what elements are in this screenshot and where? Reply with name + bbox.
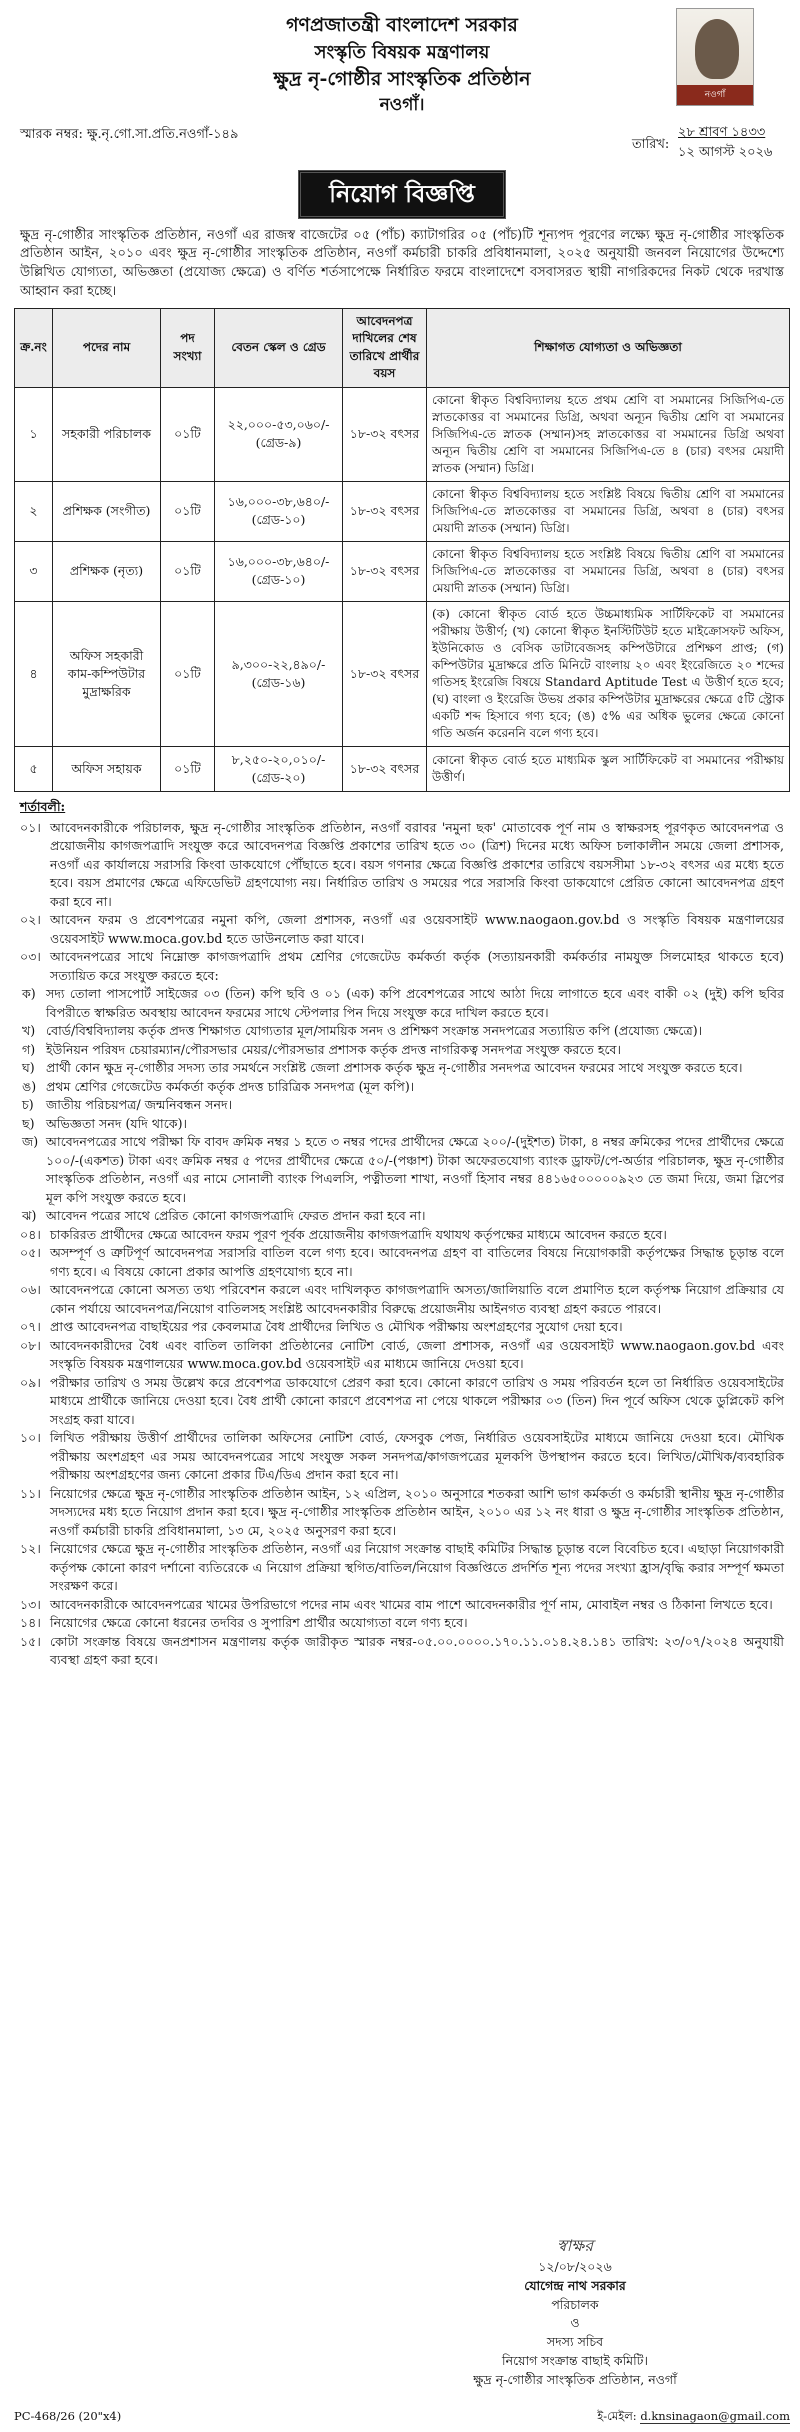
term-number: ১৩।: [20, 1596, 41, 1612]
term-text: আবেদনপত্রের সাথে নিম্নোক্ত কাগজপত্রাদি প্রথম শ্রেণির গেজেটেড কর্মকর্তা কর্তৃক (সত্যায়নকারী কর্মকর্তার নামযুক্ত সিলমোহর থাকতে হবে) সত্যায়িত করে সংযুক্ত করতে হবে:: [50, 949, 784, 983]
term-number: ঘ): [22, 1060, 35, 1076]
grade: (গ্রেড-১৬): [251, 675, 306, 691]
grade: (গ্রেড-১০): [251, 572, 306, 588]
cell-scale: [215, 541, 343, 601]
salary-scale: ১৬,০০০-৩৮,৬৪০/-: [227, 554, 330, 570]
term-subitem: [20, 1041, 784, 1060]
term-text: নিয়োগের ক্ষেত্রে ক্ষুদ্র নৃ-গোষ্ঠীর সাংস্কৃতিক প্রতিষ্ঠান, নওগাঁ এর নিয়োগ সংক্রান্ত বাছাই কমিটির সিদ্ধান্ত চূড়ান্ত বলে বিবেচিত হবে। এছাড়া নিয়োগকারী কর্তৃপক্ষ কোনো কারণ দর্শানো ব্যতিরেকে এ নিয়োগ প্রক্রিয়া স্থগিত/বাতিল/নিয়োগ বিজ্ঞপ্তিতে প্রদর্শিত শূন্য পদের সংখ্যা হ্রাস/বৃদ্ধি করার সম্পূর্ণ ক্ষমতা সংরক্ষণ করে।: [50, 1541, 784, 1594]
term-subitem: [20, 1022, 784, 1041]
page-title: নিয়োগ বিজ্ঞপ্তি: [298, 170, 506, 219]
term-text: নিয়োগের ক্ষেত্রে ক্ষুদ্র নৃ-গোষ্ঠীর সাংস্কৃতিক প্রতিষ্ঠান আইন, ১২ এপ্রিল, ২০১০ অনুসারে শতকরা আশি ভাগ কর্মকর্তা ও কর্মচারী স্থানীয় ক্ষুদ্র নৃ-গোষ্ঠীর সদস্যদের মধ্য হতে নিয়োগ প্রদান করা হবে। ক্ষুদ্র নৃ-গোষ্ঠীর সাংস্কৃতিক প্রতিষ্ঠান আইন, ২০১০ এর ১২ নং ধারা ও ক্ষুদ্র নৃ-গোষ্ঠীর সাংস্কৃতিক প্রতিষ্ঠান, নওগাঁ কর্মচারী চাকরি প্রবিধানমালা, ১৩ মে, ২০২৫ অনুসরণ করা হবে।: [50, 1485, 784, 1538]
table-header-row: [15, 309, 790, 388]
term-subitem: [20, 1078, 784, 1097]
district-name: নওগাঁ।: [379, 95, 425, 116]
cell-scale: [215, 387, 343, 481]
term-number: ০৫।: [20, 1245, 41, 1261]
cell-qualification: কোনো স্বীকৃত বিশ্ববিদ্যালয় হতে সংশ্লিষ্ট বিষয়ে দ্বিতীয় শ্রেণি বা সমমানের সিজিপিএ-তে স্নাতকোত্তর বা সমমানের ডিগ্রি, অথবা ৪ (চার) বৎসর মেয়াদী স্নাতক (সম্মান) ডিগ্রি।: [427, 541, 790, 601]
memo-number: স্মারক নম্বর: ক্ষু.নৃ.গো.সা.প্রতি.নওগাঁ-১৪৯: [20, 126, 239, 142]
grade: (গ্রেড-১০): [251, 512, 306, 528]
email-line: [597, 2408, 790, 2425]
footer: [14, 2408, 790, 2425]
term-item: [20, 1337, 784, 1374]
term-number: ০৬।: [20, 1282, 41, 1298]
cell-post: প্রশিক্ষক (নৃত্য): [53, 541, 161, 601]
term-item: [20, 1429, 784, 1485]
term-text: জাতীয় পরিচয়পত্র/ জন্মনিবন্ধন সনদ।: [46, 1097, 233, 1113]
cell-age: ১৮-৩২ বৎসর: [343, 747, 427, 792]
email-label: ই-মেইল:: [597, 2409, 637, 2423]
signatory-member: সদস্য সচিব: [546, 2334, 604, 2349]
term-item: [20, 1614, 784, 1633]
signature-mark: স্বাক্ষর: [556, 2236, 594, 2255]
col-post: পদের নাম: [53, 309, 161, 388]
cell-age: ১৮-৩২ বৎসর: [343, 481, 427, 541]
cell-count: ০১টি: [161, 541, 215, 601]
cell-sl: ৩: [15, 541, 53, 601]
term-number: ঙ): [22, 1078, 37, 1094]
cell-count: ০১টি: [161, 601, 215, 746]
govt-name: গণপ্রজাতন্ত্রী বাংলাদেশ সরকার: [286, 14, 518, 36]
cell-count: ০১টি: [161, 481, 215, 541]
term-item: [20, 1281, 784, 1318]
term-text: নিয়োগের ক্ষেত্রে কোনো ধরনের তদবির ও সুপারিশ প্রার্থীর অযোগ্যতা বলে গণ্য হবে।: [50, 1615, 468, 1631]
cell-sl: ৪: [15, 601, 53, 746]
cell-qualification: কোনো স্বীকৃত বিশ্ববিদ্যালয় হতে প্রথম শ্রেণি বা সমমানের সিজিপিএ-তে স্নাতকোত্তর বা সমমানের ডিগ্রি, অথবা অন্যূন দ্বিতীয় শ্রেণি বা সমমানের সিজিপিএ-তে স্নাতক (সম্মান)সহ স্নাতকোত্তর বা সমমানের ডিগ্রি অথবা অন্যূন দ্বিতীয় শ্রেণি বা সমমানের সিজিপিএ-তে ৪ (চার) বৎসর মেয়াদী স্নাতক (সম্মান) ডিগ্রি।: [427, 387, 790, 481]
col-age: আবেদনপত্র দাখিলের শেষ তারিখে প্রার্থীর বয়স: [343, 309, 427, 388]
table-row: [15, 541, 790, 601]
cell-sl: ১: [15, 387, 53, 481]
term-text: ইউনিয়ন পরিষদ চেয়ারম্যান/পৌরসভার মেয়র/পৌরসভার প্রশাসক কর্তৃক প্রদত্ত নাগরিকত্ব সনদপত্র সংযুক্ত করতে হবে।: [46, 1041, 622, 1057]
term-text: আবেদনকারীকে পরিচালক, ক্ষুদ্র নৃ-গোষ্ঠীর সাংস্কৃতিক প্রতিষ্ঠান, নওগাঁ বরাবর 'নমুনা ছক' মোতাবেক পূর্ণ নাম ও স্বাক্ষরসহ পূরণকৃত আবেদনপত্র ও প্রয়োজনীয় কাগজপত্রাদি সংযুক্ত করে আবেদনপত্র বিজ্ঞপ্তি প্রকাশের তারিখ হতে ৩০ (ত্রিশ) দিনের মধ্যে অফিস চলাকালীন সময়ে জেলা প্রশাসক, নওগাঁ এর কার্যালয়ে সরাসরি কিংবা ডাকযোগে পৌঁছাতে হবে। বয়স গণনার ক্ষেত্রে বিজ্ঞপ্তি প্রকাশের তারিখে বয়সসীমা ১৮-৩২ বৎসর এর মধ্যে হতে হবে। বয়স প্রমাণের ক্ষেত্রে এফিডেভিট গ্রহণযোগ্য নয়। নির্ধারিত তারিখ ও সময়ের পরে সরাসরি কিংবা ডাকযোগে প্রেরিত কোনো আবেদনপত্র গ্রহণ করা হবে না।: [50, 819, 784, 909]
cell-qualification: কোনো স্বীকৃত বিশ্ববিদ্যালয় হতে সংশ্লিষ্ট বিষয়ে দ্বিতীয় শ্রেণি বা সমমানের সিজিপিএ-তে স্নাতকোত্তর বা সমমানের ডিগ্রি, অথবা ৪ (চার) বৎসর মেয়াদী স্নাতক (সম্মান) ডিগ্রি।: [427, 481, 790, 541]
cell-post: অফিস সহায়ক: [53, 747, 161, 792]
signatory-designation: পরিচালক: [551, 2296, 599, 2312]
salary-scale: ৮,২৫০-২০,০১০/-: [231, 752, 326, 768]
term-item: [20, 1485, 784, 1541]
cell-count: ০১টি: [161, 747, 215, 792]
col-scale: বেতন স্কেল ও গ্রেড: [215, 309, 343, 388]
term-item: [20, 1540, 784, 1596]
term-subitem: [20, 1059, 784, 1078]
term-number: ০১।: [20, 819, 41, 835]
grade: (গ্রেড-২০): [251, 770, 306, 786]
cell-age: ১৮-৩২ বৎসর: [343, 541, 427, 601]
logo-caption: নওগাঁ: [677, 85, 753, 105]
col-count: পদ সংখ্যা: [161, 309, 215, 388]
term-number: ১৪।: [20, 1615, 41, 1631]
term-text: আবেদন ফরম ও প্রবেশপত্রের নমুনা কপি, জেলা প্রশাসক, নওগাঁ এর ওয়েবসাইট www.naogaon.gov.bd ও সংস্কৃতি বিষয়ক মন্ত্রণালয়ের ওয়েবসাইট www.moca.gov.bd হতে ডাউনলোড করা যাবে।: [50, 912, 784, 946]
term-number: ০৩।: [20, 949, 41, 965]
term-subitem: [20, 1133, 784, 1207]
date-bangla: ২৮ শ্রাবণ ১৪৩৩: [678, 124, 766, 140]
email-link[interactable]: d.knsinagaon@gmail.com: [640, 2409, 790, 2423]
cell-qualification: (ক) কোনো স্বীকৃত বোর্ড হতে উচ্চমাধ্যমিক সার্টিফিকেট বা সমমানের পরীক্ষায় উত্তীর্ণ; (খ) কোনো স্বীকৃত ইনস্টিটিউট হতে মাইক্রোসফট অফিস, ইউনিকোড ও বেসিক ডাটাবেজসহ কম্পিউটারে প্রশিক্ষণ প্রাপ্ত; (গ) কম্পিউটার মুদ্রাক্ষরে প্রতি মিনিটে বাংলায় ২০ এবং ইংরেজিতে ২০ শব্দের গতিসহ ইংরেজি বিষয়ে Standard Aptitude Test এ উত্তীর্ণ হতে হবে; (ঘ) বাংলা ও ইংরেজি উভয় প্রকার কম্পিউটার মুদ্রাক্ষরের ক্ষেত্রে ৫টি স্ট্রোক একটি শব্দ হিসাবে গণ্য হবে; (ঙ) ৫% এর অধিক ভুলের ক্ষেত্রে কোনো গতি অর্জন করেননি বলে গণ্য হবে।: [427, 601, 790, 746]
term-item: [20, 1596, 784, 1615]
term-number: ০৪।: [20, 1226, 41, 1242]
term-subitem: [20, 1096, 784, 1115]
table-row: [15, 387, 790, 481]
term-number: ০৮।: [20, 1337, 41, 1353]
term-number: ১১।: [20, 1485, 41, 1501]
term-subitem: [20, 1207, 784, 1226]
date-label: তারিখ:: [632, 136, 670, 152]
cell-scale: [215, 481, 343, 541]
table-row: [15, 747, 790, 792]
term-item: [20, 1226, 784, 1245]
term-text: প্রাপ্ত আবেদনপত্র বাছাইয়ের পর কেবলমাত্র বৈধ প্রার্থীদের লিখিত ও মৌখিক পরীক্ষায় অংশগ্রহণের সুযোগ দেয়া হবে।: [50, 1319, 623, 1335]
term-number: ছ): [22, 1115, 35, 1131]
portrait-icon: [695, 19, 739, 79]
grade: (গ্রেড-৯): [255, 435, 302, 451]
term-number: ১০।: [20, 1430, 41, 1446]
cell-age: ১৮-৩২ বৎসর: [343, 387, 427, 481]
posts-table: [14, 308, 790, 792]
term-text: সদ্য তোলা পাসপোর্ট সাইজের ০৩ (তিন) কপি ছবি ও ০১ (এক) কপি প্রবেশপত্রের সাথে আঠা দিয়ে লাগাতে হবে এবং বাকী ০২ (দুই) কপি ছবির বিপরীতে স্বাক্ষরিত অবস্থায় আবেদন ফরমের সাথে স্টেপলার পিন দিয়ে সংযুক্ত করে দাখিল করতে হবে।: [46, 986, 784, 1020]
term-number: জ): [22, 1134, 39, 1150]
header: [14, 6, 790, 118]
col-qualification: শিক্ষাগত যোগ্যতা ও অভিজ্ঞতা: [427, 309, 790, 388]
term-item: [20, 1633, 784, 1670]
term-text: প্রার্থী কোন ক্ষুদ্র নৃ-গোষ্ঠীর সদস্য তার সমর্থনে সংশ্লিষ্ট জেলা প্রশাসক কর্তৃক ক্ষুদ্র নৃ-গোষ্ঠীর সনদপত্র আবেদন ফরমের সাথে সংযুক্ত করতে হবে।: [46, 1060, 743, 1076]
term-text: আবেদন পত্রের সাথে প্রেরিত কোনো কাগজপত্রাদি ফেরত প্রদান করা হবে না।: [46, 1208, 426, 1224]
table-row: [15, 601, 790, 746]
cell-age: ১৮-৩২ বৎসর: [343, 601, 427, 746]
print-code: PC-468/26 (20"x4): [14, 2409, 122, 2423]
signature-block: [460, 2234, 690, 2389]
term-item: [20, 819, 784, 912]
term-number: ক): [22, 986, 36, 1002]
term-text: লিখিত পরীক্ষায় উত্তীর্ণ প্রার্থীদের তালিকা অফিসের নোটিশ বোর্ড, ফেসবুক পেজ, নির্ধারিত ওয়েবসাইটের মাধ্যমে জানিয়ে দেওয়া হবে। মৌখিক পরীক্ষায় অংশগ্রহণ এর সময় আবেদনপত্রের সাথে সংযুক্ত সকল সনদপত্র/কাগজপত্রের মূলকপি উপস্থাপন করতে হবে। লিখিত/মৌখিক/ব্যবহারিক পরীক্ষায় অংশগ্রহণের জন্য কোনো প্রকার টিএ/ডিএ প্রদান করা হবে না।: [50, 1430, 784, 1483]
cell-post: প্রশিক্ষক (সংগীত): [53, 481, 161, 541]
intro-paragraph: ক্ষুদ্র নৃ-গোষ্ঠীর সাংস্কৃতিক প্রতিষ্ঠান, নওগাঁ এর রাজস্ব বাজেটের ০৫ (পাঁচ) ক্যাটাগরির ০৫ (পাঁচ)টি শূন্যপদ পূরণের লক্ষ্যে ক্ষুদ্র নৃ-গোষ্ঠীর সাংস্কৃতিক প্রতিষ্ঠান আইন, ২০১০ এবং ক্ষুদ্র নৃ-গোষ্ঠীর সাংস্কৃতিক প্রতিষ্ঠান, নওগাঁ কর্মচারী চাকরি প্রবিধানমালা, ২০২৫ অনুযায়ী জনবল নিয়োগের উদ্দেশ্যে উল্লিখিত যোগ্যতা, অভিজ্ঞতা (প্রযোজ্য ক্ষেত্রে) ও বর্ণিত শর্তসাপেক্ষে নির্ধারিত ফরমে বাংলাদেশে বসবাসরত স্থায়ী নাগরিকদের নিকট থেকে দরখাস্ত আহ্বান করা হচ্ছে।: [20, 227, 784, 300]
institute-name: ক্ষুদ্র নৃ-গোষ্ঠীর সাংস্কৃতিক প্রতিষ্ঠান: [273, 67, 531, 90]
term-text: আবেদনপত্রের সাথে পরীক্ষা ফি বাবদ ক্রমিক নম্বর ১ হতে ৩ নম্বর পদের প্রার্থীদের ক্ষেত্রে ২০০/-(দুইশত) টাকা, ৪ নম্বর ক্রমিকের পদের প্রার্থীদের ক্ষেত্রে ১০০/-(একশত) টাকা এবং ক্রমিক নম্বর ৫ পদের প্রার্থীদের ক্ষেত্রে ৫০/-(পঞ্চাশ) টাকা অফেরতযোগ্য ব্যাংক ড্রাফট/পে-অর্ডার পরিচালক, ক্ষুদ্র নৃ-গোষ্ঠীর সাংস্কৃতিক প্রতিষ্ঠান, নওগাঁ এর নামে সোনালী ব্যাংক পিএলসি, পত্নীতলা শাখা, নওগাঁ হিসাব নম্বর ৪৪১৬৫০০০০০৯২৩ তে জমা দিয়ে, জমা স্লিপের মূল কপি সংযুক্ত করতে হবে।: [46, 1134, 784, 1205]
term-subitem: [20, 1115, 784, 1134]
cell-sl: ২: [15, 481, 53, 541]
cell-sl: ৫: [15, 747, 53, 792]
institute-logo: [676, 8, 754, 106]
salary-scale: ৯,৩০০-২২,৪৯০/-: [231, 656, 326, 672]
term-number: খ): [22, 1023, 36, 1039]
term-number: ঝ): [22, 1208, 37, 1224]
term-text: আবেদনকারীকে আবেদনপত্রের খামের উপরিভাগে পদের নাম এবং খামের বাম পাশে আবেদনকারীর পূর্ণ নাম, মোবাইল নম্বর ও ঠিকানা লিখতে হবে।: [50, 1596, 773, 1612]
col-sl: ক্র.নং: [15, 309, 53, 388]
cell-count: ০১টি: [161, 387, 215, 481]
term-subitem: [20, 985, 784, 1022]
term-text: প্রথম শ্রেণির গেজেটেড কর্মকর্তা কর্তৃক প্রদত্ত চারিত্রিক সনদপত্র (মূল কপি)।: [46, 1078, 415, 1094]
signatory-and: ও: [570, 2315, 580, 2331]
term-text: পরীক্ষার তারিখ ও সময় উল্লেখ করে প্রবেশপত্র ডাকযোগে প্রেরণ করা হবে। কোনো কারণে তারিখ ও সময় পরিবর্তন হলে তা নির্ধারিত ওয়েবসাইটের মাধ্যমে প্রার্থীকে জানিয়ে দেওয়া হবে। বৈধ প্রার্থী কোনো কারণে প্রবেশপত্র না পেয়ে থাকলে পরীক্ষার ০৩ (তিন) দিন পূর্বে অফিস থেকে ডুপ্লিকেট কপি সংগ্রহ করা যাবে।: [50, 1374, 784, 1427]
table-row: [15, 481, 790, 541]
salary-scale: ১৬,০০০-৩৮,৬৪০/-: [227, 494, 330, 510]
term-item: [20, 1318, 784, 1337]
ministry-name: সংস্কৃতি বিষয়ক মন্ত্রণালয়: [314, 41, 490, 63]
term-text: চাকরিরত প্রার্থীদের ক্ষেত্রে আবেদন ফরম পূরণ পূর্বক প্রয়োজনীয় কাগজপত্রাদি যথাযথ কর্তৃপক্ষের মাধ্যমে আবেদন করতে হবে।: [50, 1226, 667, 1242]
term-text: আবেদনকারীদের বৈধ এবং বাতিল তালিকা প্রতিষ্ঠানের নোটিশ বোর্ড, জেলা প্রশাসক, নওগাঁ এর ওয়েবসাইট www.naogaon.gov.bd এবং সংস্কৃতি বিষয়ক মন্ত্রণালয়ের www.moca.gov.bd ওয়েবসাইট এর মাধ্যমে জানিয়ে দেওয়া হবে।: [50, 1337, 784, 1372]
term-item: [20, 911, 784, 948]
term-text: অভিজ্ঞতা সনদ (যদি থাকে)।: [46, 1115, 187, 1131]
term-number: চ): [22, 1097, 34, 1113]
signature-date: ১২/০৮/২০২৬: [538, 2259, 612, 2274]
signatory-org: ক্ষুদ্র নৃ-গোষ্ঠীর সাংস্কৃতিক প্রতিষ্ঠান, নওগাঁ: [473, 2371, 677, 2387]
term-text: কোটা সংক্রান্ত বিষয়ে জনপ্রশাসন মন্ত্রণালয় কর্তৃক জারীকৃত স্মারক নম্বর-০৫.০০.০০০০.১৭০.১১.০১৪.২৪.১৪১ তারিখ: ২৩/০৭/২০২৪ অনুযায়ী ব্যবস্থা গ্রহণ করা হবে।: [50, 1633, 784, 1668]
term-item: [20, 1374, 784, 1430]
term-number: ০২।: [20, 912, 41, 928]
term-number: ১২।: [20, 1541, 41, 1557]
date-english: ১২ আগস্ট ২০২৬: [678, 144, 773, 160]
term-text: অসম্পূর্ণ ও ত্রুটিপূর্ণ আবেদনপত্র সরাসরি বাতিল বলে গণ্য হবে। আবেদনপত্র গ্রহণ বা বাতিলের বিষয়ে নিয়োগকারী কর্তৃপক্ষের সিদ্ধান্ত চূড়ান্ত বলে গণ্য হবে। এ বিষয়ে কোনো প্রকার আপত্তি গ্রহণযোগ্য হবে না।: [50, 1245, 784, 1279]
term-number: ০৯।: [20, 1374, 41, 1390]
term-number: গ): [22, 1041, 36, 1057]
signatory-committee: নিয়োগ সংক্রান্ত বাছাই কমিটি।: [502, 2352, 648, 2368]
cell-post: সহকারী পরিচালক: [53, 387, 161, 481]
term-item: [20, 948, 784, 985]
signatory-name: যোগেন্দ্র নাথ সরকার: [524, 2277, 626, 2293]
cell-qualification: কোনো স্বীকৃত বোর্ড হতে মাধ্যমিক স্কুল সার্টিফিকেট বা সমমানের পরীক্ষায় উত্তীর্ণ।: [427, 747, 790, 792]
cell-post: অফিস সহকারী কাম-কম্পিউটার মুদ্রাক্ষরিক: [53, 601, 161, 746]
term-item: [20, 1244, 784, 1281]
term-text: আবেদনপত্রে কোনো অসত্য তথ্য পরিবেশন করলে এবং দাখিলকৃত কাগজপত্রাদি অসত্য/জালিয়াতি বলে প্রমাণিত হলে কর্তৃপক্ষ নিয়োগ প্রক্রিয়ার যে কোন পর্যায়ে আবেদনপত্র/নিয়োগ বাতিলসহ সংশ্লিষ্ট আবেদনকারীর বিরুদ্ধে প্রয়োজনীয় আইনগত ব্যবস্থা গ্রহণ করতে পারবে।: [50, 1282, 784, 1316]
terms-heading: শর্তাবলী:: [20, 799, 66, 815]
terms-section: [20, 798, 784, 1670]
cell-scale: [215, 601, 343, 746]
term-number: ১৫।: [20, 1633, 41, 1649]
term-text: বোর্ড/বিশ্ববিদ্যালয় কর্তৃক প্রদত্ত শিক্ষাগত যোগ্যতার মূল/সাময়িক সনদ ও প্রশিক্ষণ সংক্রান্ত সনদপত্রের সত্যায়িত কপি (প্রযোজ্য ক্ষেত্রে)।: [46, 1023, 703, 1039]
term-number: ০৭।: [20, 1319, 41, 1335]
cell-scale: [215, 747, 343, 792]
memo-line: [14, 122, 790, 166]
terms-list: [20, 819, 784, 1670]
salary-scale: ২২,০০০-৫৩,০৬০/-: [227, 417, 330, 433]
